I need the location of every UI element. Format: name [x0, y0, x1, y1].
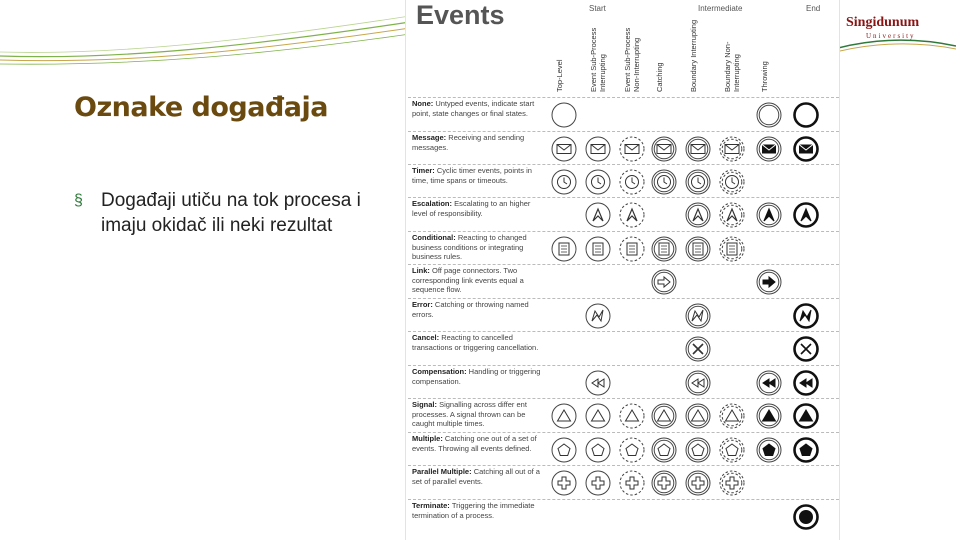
- envelope-icon: [550, 135, 578, 163]
- plus-icon: [684, 469, 712, 497]
- document-lines-icon: [684, 235, 712, 263]
- group-label-end: End: [806, 4, 821, 13]
- pentagon-icon: [755, 436, 783, 464]
- event-row-escalation: [408, 197, 839, 231]
- event-row-error: [408, 298, 839, 332]
- envelope-icon: [718, 135, 746, 163]
- pentagon-icon: [550, 436, 578, 464]
- rewind-icon: [755, 369, 783, 397]
- event-type-name: Parallel Multiple:: [412, 467, 474, 476]
- triangle-icon: [684, 402, 712, 430]
- triangle-icon: [584, 402, 612, 430]
- event-row-signal: [408, 398, 839, 432]
- event-row-link: [408, 264, 839, 298]
- link-arrow-icon: [755, 268, 783, 296]
- clock-icon: [584, 168, 612, 196]
- lightning-icon: [684, 302, 712, 330]
- event-type-desc: Signalling across differ ent processes. A signal thrown can be caught multiple times.: [412, 400, 527, 428]
- bullet-list: [74, 188, 394, 238]
- escalation-arrow-icon: [792, 201, 820, 229]
- pentagon-icon: [684, 436, 712, 464]
- pentagon-icon: [618, 436, 646, 464]
- event-row-conditional: [408, 231, 839, 265]
- event-type-name: Escalation:: [412, 199, 455, 208]
- event-type-desc: Escalating to an higher level of responsibility.: [412, 199, 531, 218]
- event-type-desc: Reacting to changed business conditions or integrating business rules.: [412, 233, 527, 261]
- triangle-icon: [718, 402, 746, 430]
- event-description: [412, 367, 542, 386]
- pentagon-icon: [718, 436, 746, 464]
- clock-icon: [618, 168, 646, 196]
- event-type-name: None:: [412, 99, 436, 108]
- event-type-name: Conditional:: [412, 233, 458, 242]
- plus-icon: [718, 469, 746, 497]
- event-row-message: [408, 131, 839, 165]
- none-icon: [755, 101, 783, 129]
- terminate-dot-icon: [792, 503, 820, 531]
- plus-icon: [584, 469, 612, 497]
- clock-icon: [684, 168, 712, 196]
- event-type-desc: Catching all out of a set of parallel events.: [412, 467, 540, 486]
- escalation-arrow-icon: [684, 201, 712, 229]
- event-description: [412, 133, 542, 152]
- column-label-event-sub-process-interrupting: Event Sub-Process Interrupting: [589, 27, 607, 92]
- plus-icon: [650, 469, 678, 497]
- event-type-name: Compensation:: [412, 367, 469, 376]
- event-description: [412, 434, 542, 453]
- none-icon: [550, 101, 578, 129]
- triangle-icon: [618, 402, 646, 430]
- event-type-name: Terminate:: [412, 501, 452, 510]
- university-logo: [838, 6, 960, 52]
- rewind-icon: [684, 369, 712, 397]
- event-description: [412, 333, 542, 352]
- envelope-icon: [684, 135, 712, 163]
- event-row-parallel-multiple: [408, 465, 839, 499]
- pentagon-icon: [650, 436, 678, 464]
- column-label-boundary-interrupting: Boundary Interrupting: [689, 19, 698, 92]
- rewind-icon: [584, 369, 612, 397]
- group-label-start: Start: [589, 4, 606, 13]
- clock-icon: [650, 168, 678, 196]
- event-type-desc: Catching or throwing named errors.: [412, 300, 529, 319]
- plus-icon: [618, 469, 646, 497]
- logo-name: Singidunum: [846, 15, 920, 30]
- event-description: [412, 166, 542, 185]
- escalation-arrow-icon: [755, 201, 783, 229]
- envelope-icon: [650, 135, 678, 163]
- none-icon: [792, 101, 820, 129]
- logo-subtitle: University: [866, 32, 916, 40]
- document-lines-icon: [618, 235, 646, 263]
- document-lines-icon: [718, 235, 746, 263]
- column-label-throwing: Throwing: [760, 61, 769, 92]
- event-row-terminate: [408, 499, 839, 533]
- lightning-icon: [584, 302, 612, 330]
- event-type-name: Cancel:: [412, 333, 442, 342]
- event-row-cancel: [408, 331, 839, 365]
- event-row-compensation: [408, 365, 839, 399]
- triangle-icon: [792, 402, 820, 430]
- event-type-name: Link:: [412, 266, 432, 275]
- event-description: [412, 199, 542, 218]
- event-type-desc: Cyclic timer events, points in time, time spans or timeouts.: [412, 166, 532, 185]
- event-type-desc: Receiving and sending messages.: [412, 133, 525, 152]
- group-label-intermediate: Intermediate: [698, 4, 743, 13]
- envelope-icon: [792, 135, 820, 163]
- event-type-desc: Triggering the immediate termination of a process.: [412, 501, 535, 520]
- column-label-top-level: Top-Level: [555, 59, 564, 92]
- event-type-name: Timer:: [412, 166, 437, 175]
- column-label-event-sub-process-non-interrupting: Event Sub-Process Non-Interrupting: [623, 27, 641, 92]
- envelope-icon: [618, 135, 646, 163]
- event-type-desc: Untyped events, indicate start point, state changes or final states.: [412, 99, 535, 118]
- bpmn-events-reference-panel: [405, 0, 840, 540]
- escalation-arrow-icon: [718, 201, 746, 229]
- column-label-catching: Catching: [655, 62, 664, 92]
- event-type-name: Signal:: [412, 400, 440, 409]
- triangle-icon: [550, 402, 578, 430]
- event-description: [412, 266, 542, 295]
- document-lines-icon: [650, 235, 678, 263]
- event-type-name: Error:: [412, 300, 435, 309]
- event-type-desc: Reacting to cancelled transactions or triggering cancellation.: [412, 333, 539, 352]
- event-description: [412, 99, 542, 118]
- link-arrow-icon: [650, 268, 678, 296]
- event-description: [412, 501, 542, 520]
- event-row-none: [408, 97, 839, 131]
- events-title: Events: [416, 0, 505, 30]
- decorative-swoosh-lines: [0, 0, 410, 80]
- pentagon-icon: [792, 436, 820, 464]
- escalation-arrow-icon: [584, 201, 612, 229]
- event-row-timer: [408, 164, 839, 198]
- logo-swoosh: [838, 36, 956, 52]
- event-description: [412, 300, 542, 319]
- event-type-name: Multiple:: [412, 434, 445, 443]
- pentagon-icon: [584, 436, 612, 464]
- document-lines-icon: [584, 235, 612, 263]
- document-lines-icon: [550, 235, 578, 263]
- event-description: [412, 467, 542, 486]
- rewind-icon: [792, 369, 820, 397]
- slide-title: Oznake događaja: [74, 92, 328, 123]
- event-type-name: Message:: [412, 133, 449, 142]
- bullet-item: [74, 188, 394, 238]
- event-row-multiple: [408, 432, 839, 466]
- event-description: [412, 400, 542, 429]
- clock-icon: [718, 168, 746, 196]
- bullet-marker: §: [74, 192, 83, 209]
- plus-icon: [550, 469, 578, 497]
- cross-icon: [792, 335, 820, 363]
- event-type-desc: Catching one out of a set of events. Throwing all events defined.: [412, 434, 537, 453]
- event-type-desc: Off page connectors. Two corresponding link events equal a sequence flow.: [412, 266, 524, 294]
- escalation-arrow-icon: [618, 201, 646, 229]
- event-description: [412, 233, 542, 262]
- column-label-boundary-non-interrupting: Boundary Non-Interrupting: [723, 41, 741, 92]
- triangle-icon: [755, 402, 783, 430]
- envelope-icon: [755, 135, 783, 163]
- clock-icon: [550, 168, 578, 196]
- triangle-icon: [650, 402, 678, 430]
- cross-icon: [684, 335, 712, 363]
- lightning-icon: [792, 302, 820, 330]
- bullet-text: Događaji utiču na tok procesa i imaju okidač ili neki rezultat: [101, 190, 361, 236]
- envelope-icon: [584, 135, 612, 163]
- event-type-desc: Handling or triggering compensation.: [412, 367, 541, 386]
